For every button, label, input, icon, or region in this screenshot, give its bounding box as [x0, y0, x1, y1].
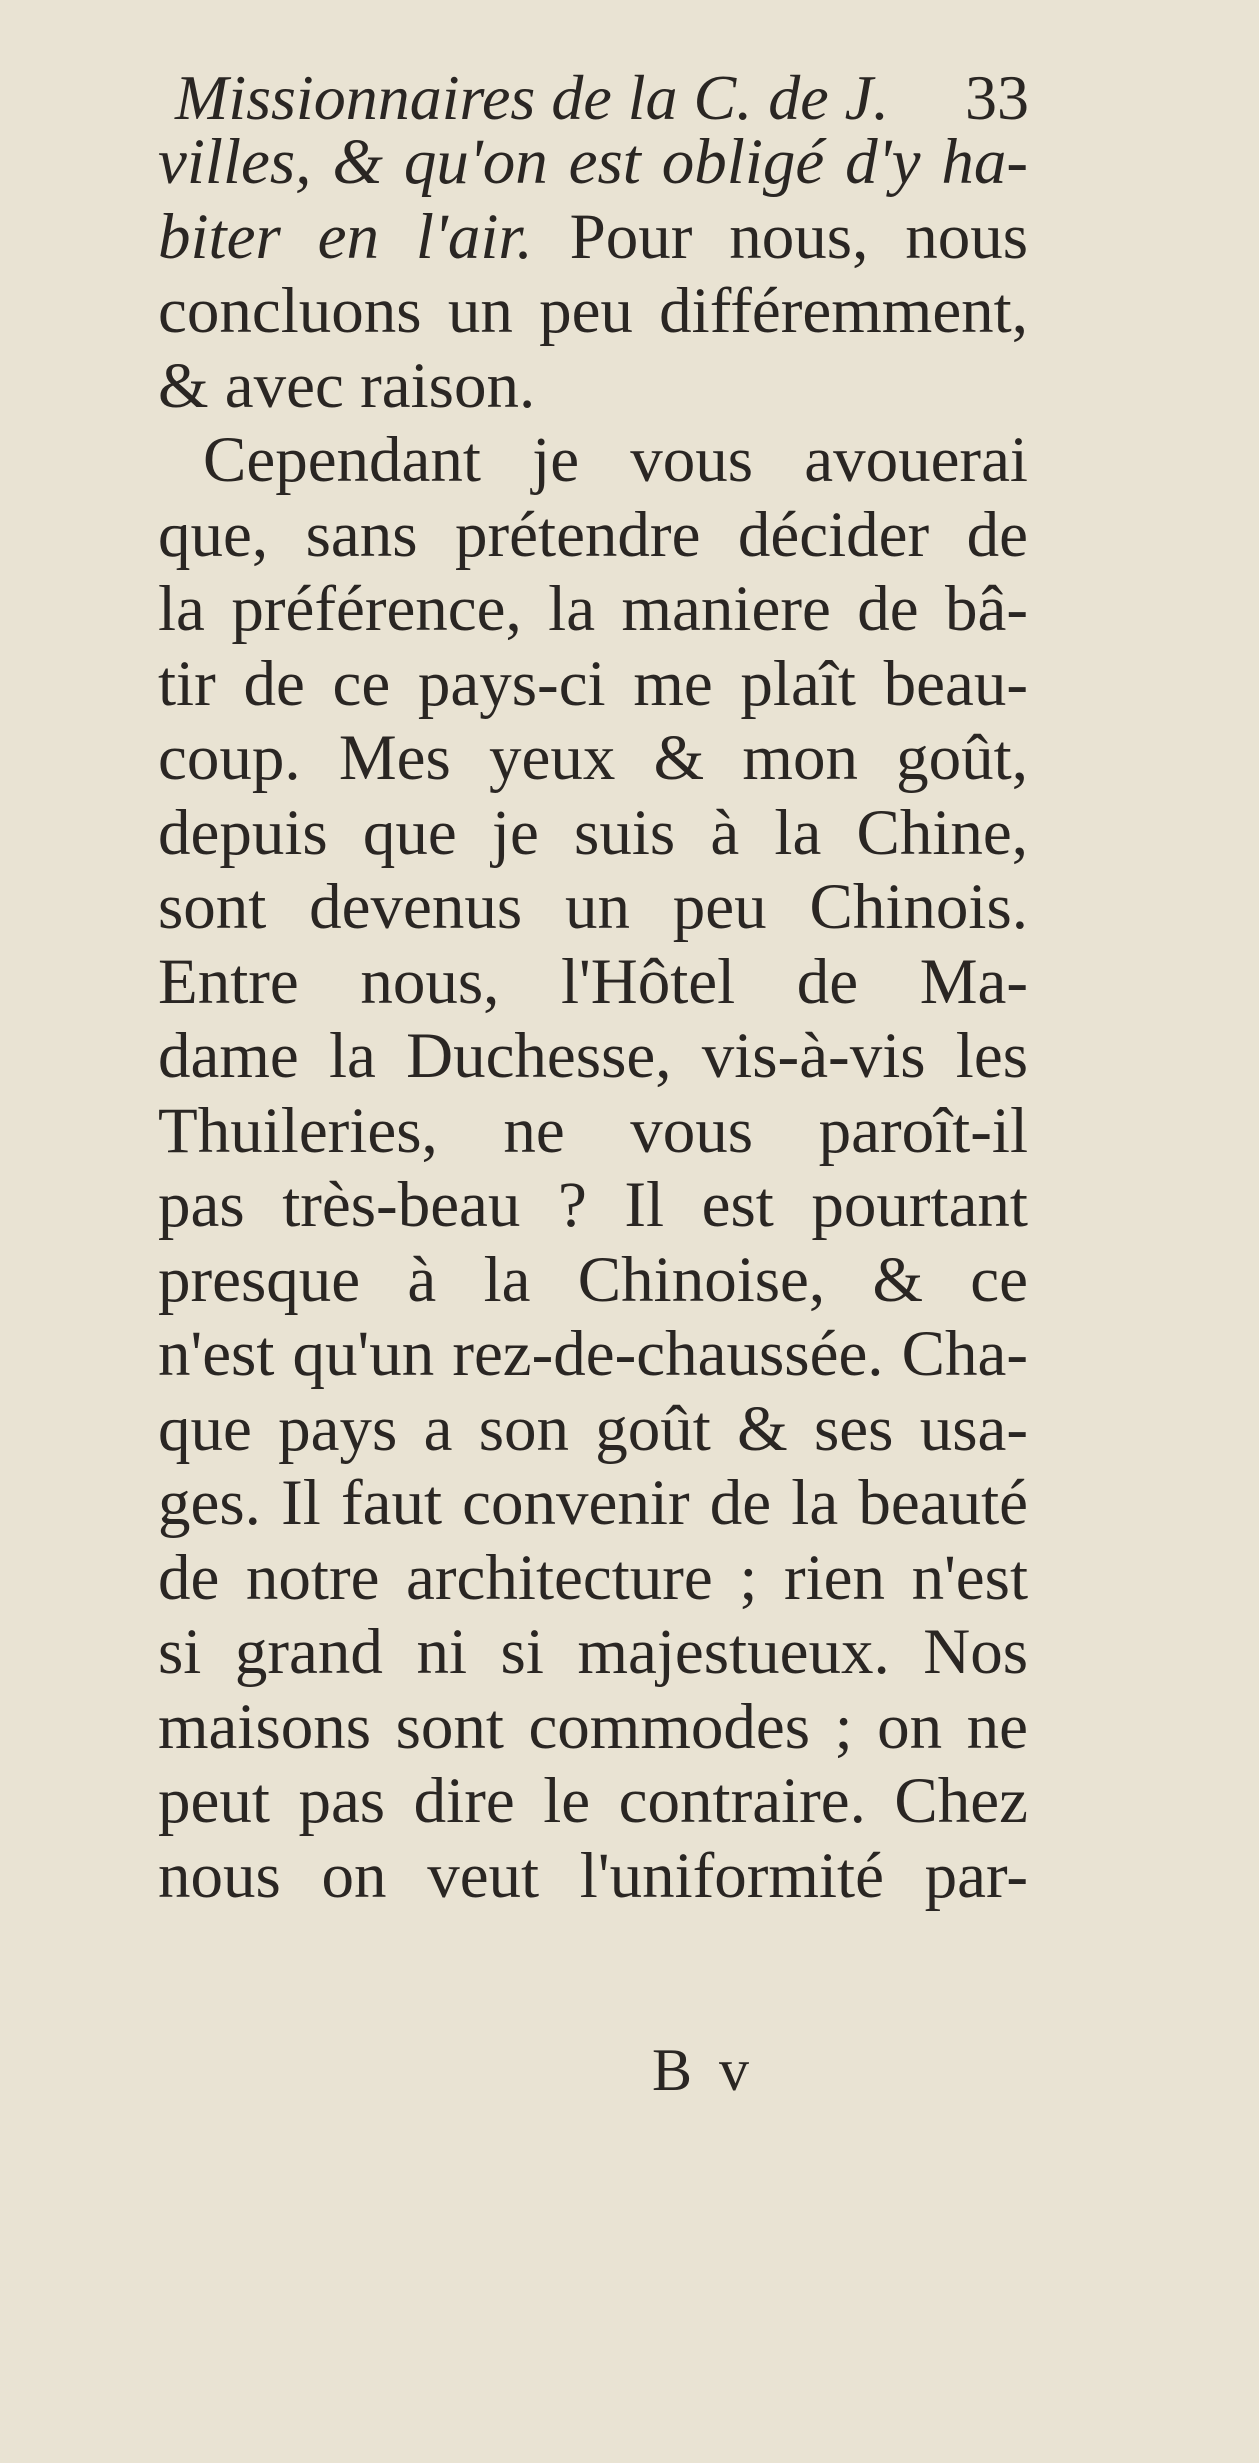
text-line: la préférence, la maniere de bâ- [158, 573, 1028, 645]
running-head [175, 62, 1029, 134]
text-line: peut pas dire le contraire. Chez [158, 1765, 1028, 1837]
text-line: de notre architecture ; rien n'est [158, 1541, 1028, 1614]
text-line-italic-part: biter en l'air. [158, 200, 533, 273]
text-line: n'est qu'un rez-de-chaussée. Cha- [158, 1318, 1028, 1390]
text-line: concluons un peu différemment, [158, 275, 1028, 347]
running-head-title: Missionnaires de la C. de J. [175, 62, 889, 133]
text-line [158, 200, 1028, 275]
text-line: que, sans prétendre décider de [158, 498, 1028, 571]
text-line: coup. Mes yeux & mon goût, [158, 722, 1028, 794]
text-line: sont devenus un peu Chinois. [158, 871, 1028, 943]
text-line: Thuileries, ne vous paroît-il [158, 1094, 1028, 1167]
text-line: presque à la Chinoise, & ce [158, 1243, 1028, 1316]
text-line: pas très-beau ? Il est pourtant [158, 1169, 1028, 1241]
text-line-roman-part: Pour nous, nous [532, 200, 1028, 273]
text-line: Entre nous, l'Hôtel de Ma- [158, 945, 1028, 1018]
text-line: maisons sont commodes ; on ne [158, 1690, 1028, 1763]
text-line: dame la Duchesse, vis-à-vis les [158, 1020, 1028, 1092]
text-line: nous on veut l'uniformité par- [158, 1839, 1028, 1912]
text-line: si grand ni si majestueux. Nos [158, 1616, 1028, 1688]
text-line: que pays a son goût & ses usa- [158, 1392, 1028, 1465]
text-line: villes, & qu'on est obligé d'y ha- [158, 126, 1028, 198]
text-line: tir de ce pays-ci me plaît beau- [158, 647, 1028, 720]
text-line: ges. Il faut convenir de la beauté [158, 1467, 1028, 1539]
paragraph-start-line: Cependant je vous avouerai [203, 424, 1028, 496]
page-number: 33 [965, 62, 1029, 133]
text-line: depuis que je suis à la Chine, [158, 796, 1028, 869]
paragraph-end-line: & avec raison. [158, 349, 536, 422]
body-text [158, 125, 1028, 1913]
signature-mark: B v [652, 2037, 756, 2103]
